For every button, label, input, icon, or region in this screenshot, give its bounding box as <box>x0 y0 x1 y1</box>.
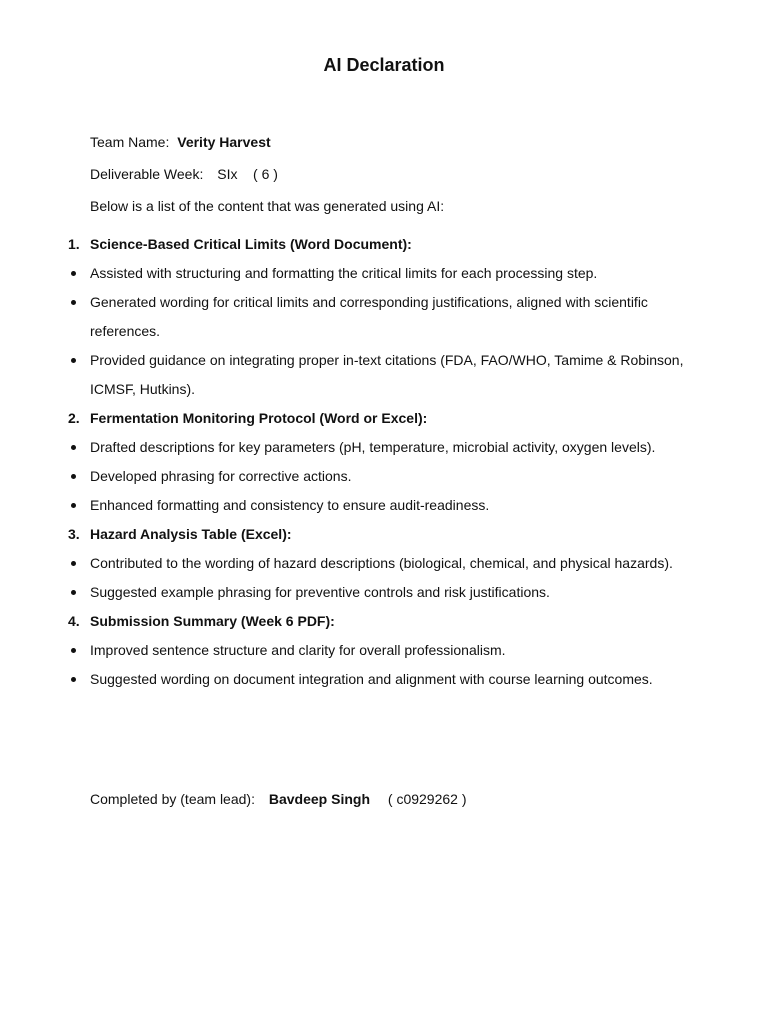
bullet-item <box>0 433 768 462</box>
bullet-item <box>0 346 768 404</box>
bullet-item <box>0 462 768 491</box>
completed-by-label: Completed by (team lead): <box>90 791 255 807</box>
section-heading <box>0 230 768 259</box>
bullet-text: Contributed to the wording of hazard descriptions (biological, chemical, and physical hazards). <box>90 555 673 571</box>
bullet-text: Suggested example phrasing for preventive controls and risk justifications. <box>90 584 550 600</box>
deliverable-week-line <box>90 165 278 183</box>
bullet-item <box>0 578 768 607</box>
team-lead-name: Bavdeep Singh <box>268 791 370 807</box>
section-heading-text: Fermentation Monitoring Protocol (Word or Excel): <box>90 410 428 426</box>
team-name-value: Verity Harvest <box>177 134 271 150</box>
bullet-item <box>0 288 768 346</box>
bullet-item <box>0 491 768 520</box>
section-heading-text: Science-Based Critical Limits (Word Document): <box>90 236 412 252</box>
bullet-text: Developed phrasing for corrective actions. <box>90 468 352 484</box>
section-heading <box>0 404 768 433</box>
bullet-icon <box>71 561 76 566</box>
ai-usage-list <box>0 230 768 694</box>
bullet-text: Drafted descriptions for key parameters (pH, temperature, microbial activity, oxygen levels). <box>90 439 656 455</box>
team-name-label: Team Name: <box>90 134 170 150</box>
bullet-icon <box>71 590 76 595</box>
page-title: AI Declaration <box>323 55 445 75</box>
section-heading-text: Hazard Analysis Table (Excel): <box>90 526 292 542</box>
section-number: 2. <box>68 410 80 426</box>
intro-text: Below is a list of the content that was generated using AI: <box>90 198 445 214</box>
bullet-icon <box>71 677 76 682</box>
bullet-icon <box>71 474 76 479</box>
completed-by-line <box>90 790 467 808</box>
section-number: 4. <box>68 613 80 629</box>
deliverable-week-value: SIx ( 6 ) <box>217 166 278 182</box>
bullet-item <box>0 665 768 694</box>
bullet-icon <box>71 271 76 276</box>
section-heading <box>0 520 768 549</box>
section-heading <box>0 607 768 636</box>
section-number: 3. <box>68 526 80 542</box>
bullet-item <box>0 259 768 288</box>
bullet-item <box>0 636 768 665</box>
bullet-text: Suggested wording on document integration and alignment with course learning outcomes. <box>90 671 653 687</box>
bullet-icon <box>71 445 76 450</box>
bullet-icon <box>71 648 76 653</box>
team-lead-id: ( c0929262 ) <box>387 791 467 807</box>
bullet-item <box>0 549 768 578</box>
bullet-text: Enhanced formatting and consistency to ensure audit-readiness. <box>90 497 490 513</box>
section-number: 1. <box>68 236 80 252</box>
bullet-text: Improved sentence structure and clarity for overall professionalism. <box>90 642 506 658</box>
deliverable-week-label: Deliverable Week: <box>90 166 204 182</box>
bullet-icon <box>71 300 76 305</box>
team-name-line <box>90 133 271 151</box>
bullet-text: Provided guidance on integrating proper in-text citations (FDA, FAO/WHO, Tamime & Robinson, ICMSF, Hutkins). <box>90 352 684 397</box>
bullet-icon <box>71 358 76 363</box>
bullet-icon <box>71 503 76 508</box>
section-heading-text: Submission Summary (Week 6 PDF): <box>90 613 335 629</box>
bullet-text: Assisted with structuring and formatting the critical limits for each processing step. <box>90 265 598 281</box>
bullet-text: Generated wording for critical limits and corresponding justifications, aligned with scientific references. <box>90 294 648 339</box>
